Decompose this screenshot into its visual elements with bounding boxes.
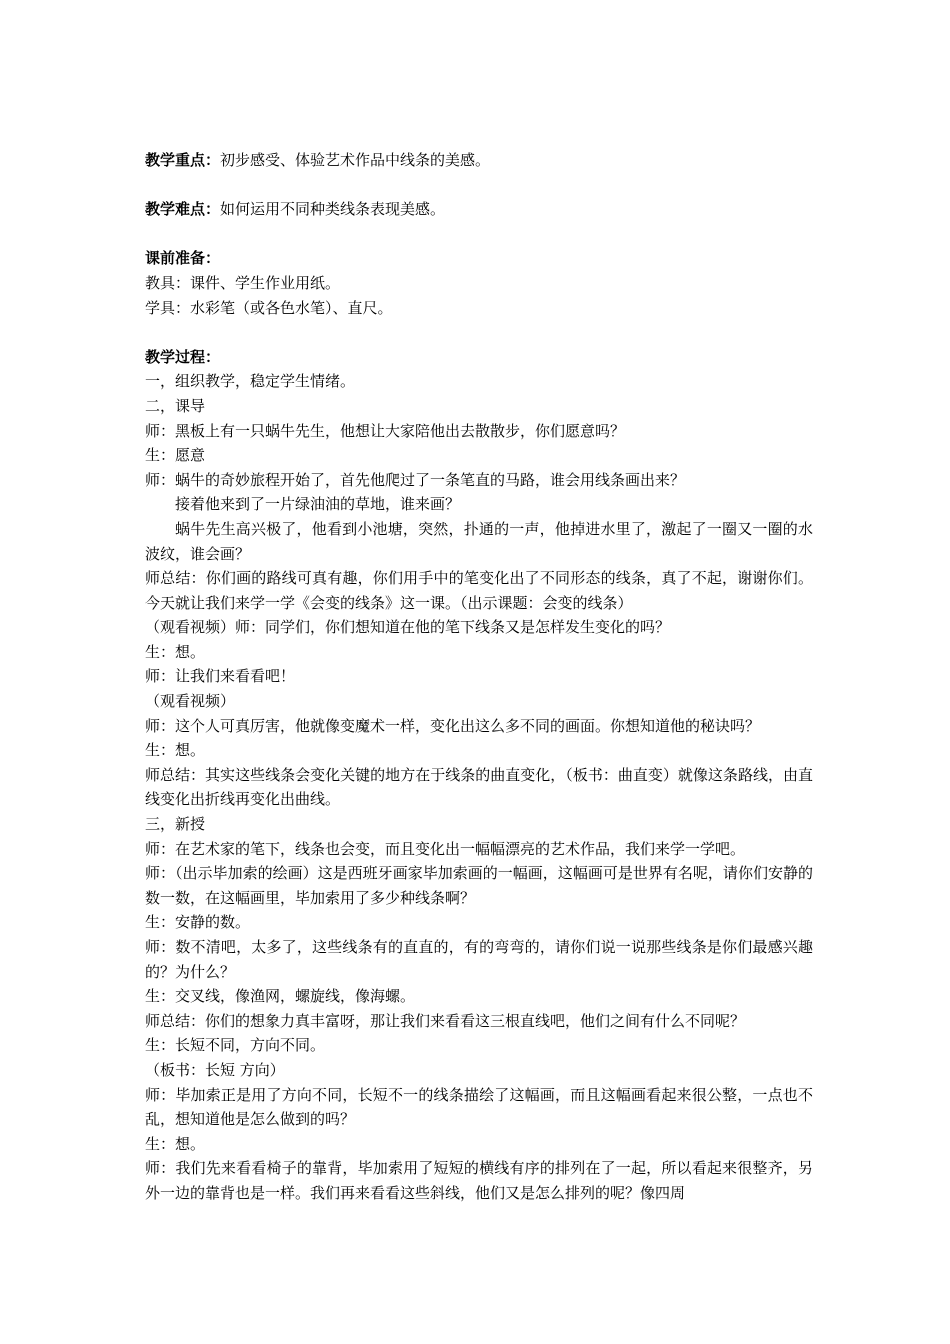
process-line: 师总结：你们的想象力真丰富呀，那让我们来看看这三根直线吧，他们之间有什么不同呢？ <box>145 1011 746 1030</box>
process-line: 生：愿意 <box>145 446 206 465</box>
process-line: 三，新授 <box>145 815 206 834</box>
process-line: 二，课导 <box>145 396 206 415</box>
difficult-point <box>145 197 813 222</box>
process-line: 师总结：其实这些线条会变化关键的地方在于线条的曲直变化，（板书：曲直变）就像这条路线，由直线变化出折线再变化出曲线。 <box>145 765 813 809</box>
process-line: （板书：长短 方向） <box>145 1060 285 1079</box>
process-line: 师：我们先来看看椅子的靠背，毕加索用了短短的横线有序的排列在了一起，所以看起来很整齐，另外一边的靠背也是一样。我们再来看看这些斜线，他们又是怎么排列的呢？像四周 <box>145 1159 813 1202</box>
process-line: 师：这个人可真厉害，他就像变魔术一样，变化出这么多不同的画面。你想知道他的秘诀吗？ <box>145 716 761 735</box>
teacher-materials: 教具：课件、学生作业用纸。 <box>145 273 341 292</box>
spacer <box>145 222 813 247</box>
process-line: 师：黑板上有一只蜗牛先生，他想让大家陪他出去散散步，你们愿意吗？ <box>145 421 626 440</box>
process-line: 师：数不清吧，太多了，这些线条有的直直的，有的弯弯的，请你们说一说那些线条是你们最感兴趣的？为什么？ <box>145 938 813 981</box>
process-line: 生：想。 <box>145 741 206 760</box>
key-point-label: 教学重点： <box>145 151 221 169</box>
difficult-point-text: 如何运用不同种类线条表现美感。 <box>220 200 446 219</box>
process-line: 生：长短不同，方向不同。 <box>145 1036 326 1055</box>
process-line: 师：毕加索正是用了方向不同，长短不一的线条描绘了这幅画，而且这幅画看起来很公整，一点也不乱，想知道他是怎么做到的吗？ <box>145 1085 813 1129</box>
difficult-point-label: 教学难点： <box>145 200 221 219</box>
process-line: 师：（出示毕加索的绘画）这是西班牙画家毕加索画的一幅画，这幅画可是世界有名呢，请你们安静的数一数，在这幅画里，毕加索用了多少种线条啊？ <box>145 864 813 907</box>
process-line: 师总结：你们画的路线可真有趣，你们用手中的笔变化出了不同形态的线条，真了不起，谢谢你们。今天就让我们来学一学《会变的线条》这一课。（出示课题：会变的线条） <box>145 569 813 612</box>
process-line: 一，组织教学，稳定学生情绪。 <box>145 372 356 391</box>
student-materials: 学具：水彩笔（或各色水笔）、直尺。 <box>145 298 393 317</box>
preparation-heading: 课前准备： <box>145 249 221 268</box>
process-line: 接着他来到了一片绿油油的草地，谁来画？ <box>175 495 461 514</box>
process-line: 生：想。 <box>145 1134 206 1153</box>
spacer <box>145 173 813 198</box>
document-page <box>145 148 813 1206</box>
process-line: 蜗牛先生高兴极了，他看到小池塘，突然，扑通的一声，他掉进水里了，激起了一圈又一圈的水波纹，谁会画？ <box>145 519 813 563</box>
process-line: 生：想。 <box>145 642 206 661</box>
key-point <box>145 148 813 173</box>
process-line: （观看视频）师：同学们，你们想知道在他的笔下线条又是怎样发生变化的吗？ <box>145 618 671 637</box>
process-line: 生：交叉线，像渔网，螺旋线，像海螺。 <box>145 987 416 1006</box>
process-heading: 教学过程： <box>145 347 221 366</box>
process-line: 师：在艺术家的笔下，线条也会变，而且变化出一幅幅漂亮的艺术作品，我们来学一学吧。 <box>145 839 746 858</box>
key-point-text: 初步感受、体验艺术作品中线条的美感。 <box>220 151 491 169</box>
process-line: 生：安静的数。 <box>145 913 251 932</box>
process-line: 师：蜗牛的奇妙旅程开始了，首先他爬过了一条笔直的马路，谁会用线条画出来？ <box>145 470 686 489</box>
process-line: 师：让我们来看看吧！ <box>145 667 296 686</box>
spacer <box>145 320 813 345</box>
process-line: （观看视频） <box>145 692 236 711</box>
